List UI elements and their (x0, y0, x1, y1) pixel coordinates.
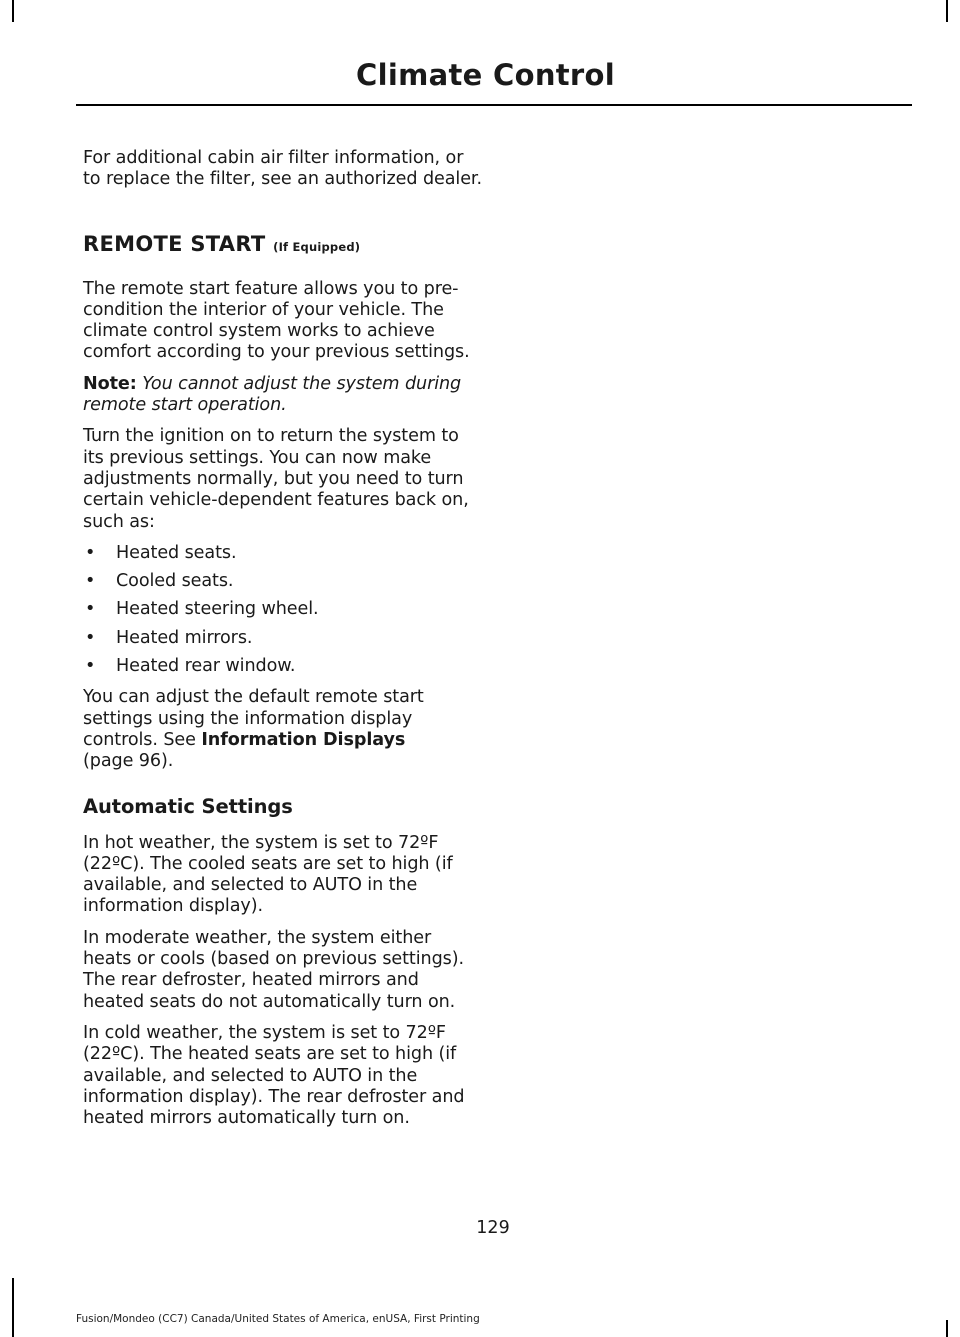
crop-mark-bottom-left (12, 1278, 14, 1337)
ignition-paragraph: Turn the ignition on to return the system to its previous settings. You can now make adjustments normally, but you need to turn certain vehicle-dependent features back on, such as: (83, 426, 469, 532)
list-item: • Heated steering wheel. (83, 599, 483, 620)
information-displays-link[interactable]: Information Displays (201, 729, 406, 750)
list-item: • Heated rear window. (83, 656, 483, 677)
heading-qualifier: (If Equipped) (273, 239, 361, 254)
note (83, 374, 483, 417)
remote-start-heading-text: REMOTE START (83, 231, 266, 256)
feature-list (83, 543, 483, 677)
header-rule (76, 104, 912, 106)
moderate-weather-paragraph: In moderate weather, the system either heats or cools (based on previous settings). The rear defroster, heated mirrors and heated seats do not automatically turn on. (83, 927, 464, 1012)
default-settings-text: You can adjust the default remote start settings using the information display controls. See (83, 687, 424, 750)
cold-weather-paragraph: In cold weather, the system is set to 72ºF (22ºC). The heated seats are set to high (if available, and selected to AUTO in the information display). The rear defroster and heated mirrors automatically turn on. (83, 1022, 465, 1129)
remote-start-heading (83, 232, 483, 259)
hot-weather-paragraph: In hot weather, the system is set to 72ºF (22ºC). The cooled seats are set to high (if available, and selected to AUTO in the information display). (83, 832, 453, 917)
default-settings-paragraph (83, 687, 483, 772)
page-title: Climate Control (356, 58, 615, 92)
footer-text: Fusion/Mondeo (CC7) Canada/United States of America, enUSA, First Printing (76, 1313, 480, 1325)
intro-paragraph: For additional cabin air filter information, or to replace the filter, see an authorized dealer. (83, 148, 482, 190)
remote-start-paragraph: The remote start feature allows you to pre-condition the interior of your vehicle. The climate control system works to achieve comfort according to your previous settings. (83, 278, 470, 363)
list-item: • Cooled seats. (83, 571, 483, 592)
automatic-settings-heading: Automatic Settings (83, 794, 293, 818)
list-item: • Heated mirrors. (83, 628, 483, 649)
crop-mark-top-right (946, 0, 948, 22)
note-text: You cannot adjust the system during remote start operation. (83, 373, 462, 416)
page-number: 129 (476, 1218, 510, 1238)
main-column (83, 148, 483, 1139)
page-reference: (page 96). (83, 751, 174, 772)
note-label: Note: (83, 373, 137, 394)
list-item: • Heated seats. (83, 543, 483, 564)
crop-mark-bottom-right (946, 1320, 948, 1337)
crop-mark-top-left (12, 0, 14, 22)
